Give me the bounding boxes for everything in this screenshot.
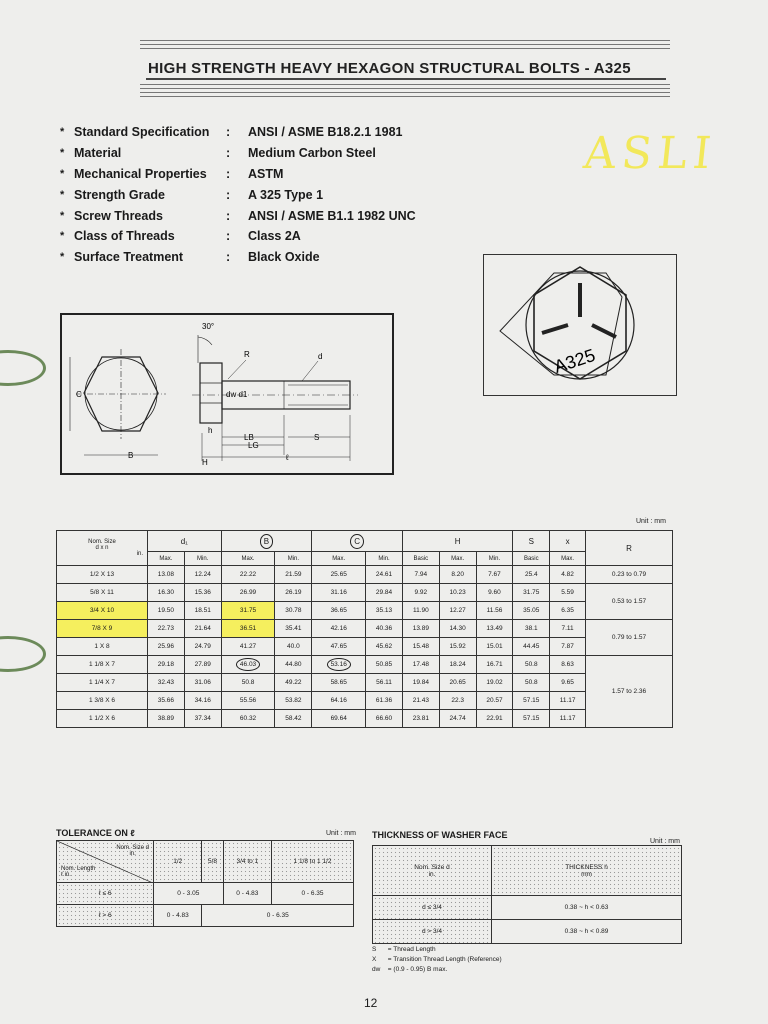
value-cell: 21.59 xyxy=(275,566,312,584)
dim-H: H xyxy=(202,458,208,467)
value-cell: 15.01 xyxy=(476,638,513,656)
tolerance-value: 0 - 6.35 xyxy=(272,883,354,905)
value-cell: 21.43 xyxy=(402,692,439,710)
tolerance-row-label: ℓ ≤ 6 xyxy=(57,883,154,905)
value-cell: 58.42 xyxy=(275,710,312,728)
spec-label: Class of Threads xyxy=(74,229,175,244)
value-cell: 34.16 xyxy=(184,692,221,710)
value-cell: 13.89 xyxy=(402,620,439,638)
spec-row: * Class of Threads : Class 2A xyxy=(60,226,508,247)
washer-header-size: Nom. Size d in. xyxy=(373,846,492,896)
spec-label: Surface Treatment xyxy=(74,250,184,265)
value-cell: 44.45 xyxy=(513,638,550,656)
value-cell: 53.16 xyxy=(312,656,366,674)
value-cell: 11.17 xyxy=(550,710,586,728)
table-body xyxy=(57,566,673,728)
spec-value: ASTM xyxy=(248,166,284,181)
spec-label: Material xyxy=(74,146,122,161)
value-cell: 12.27 xyxy=(439,602,476,620)
washer-value: 0.38 ~ h < 0.63 xyxy=(492,896,682,920)
value-cell: 35.41 xyxy=(275,620,312,638)
value-cell: 4.82 xyxy=(550,566,586,584)
legend-item: X = Transition Thread Length (Reference) xyxy=(372,956,502,963)
value-cell: 37.34 xyxy=(184,710,221,728)
table-row xyxy=(57,656,673,674)
value-cell: 50.8 xyxy=(513,674,550,692)
washer-size: d ≤ 3/4 xyxy=(373,896,492,920)
value-cell: 7.11 xyxy=(550,620,586,638)
col-header-B: B xyxy=(221,531,312,552)
value-cell: 45.62 xyxy=(366,638,403,656)
value-cell: 44.80 xyxy=(275,656,312,674)
value-cell: 12.24 xyxy=(184,566,221,584)
value-cell: 24.74 xyxy=(439,710,476,728)
value-cell: 20.65 xyxy=(439,674,476,692)
value-cell: 10.23 xyxy=(439,584,476,602)
value-cell: 6.35 xyxy=(550,602,586,620)
washer-header-row xyxy=(373,846,682,896)
spec-label: Standard Specification xyxy=(74,125,210,140)
subheader: Min. xyxy=(275,552,312,566)
value-cell: 31.75 xyxy=(513,584,550,602)
tolerance-corner-cell: Nom. Size d in. Nom. Length ℓ in. xyxy=(57,841,154,883)
dim-l: ℓ xyxy=(286,453,289,462)
value-cell: 22.73 xyxy=(148,620,185,638)
table-subheader-row xyxy=(57,552,673,566)
tolerance-value: 0 - 3.05 xyxy=(154,883,224,905)
spec-row: * Mechanical Properties : ASTM xyxy=(60,164,508,185)
dim-R: R xyxy=(244,350,250,359)
value-cell: 11.90 xyxy=(402,602,439,620)
spec-row: * Material : Medium Carbon Steel xyxy=(60,143,508,164)
value-cell: 47.65 xyxy=(312,638,366,656)
tolerance-value: 0 - 6.35 xyxy=(202,905,354,927)
spec-row: * Screw Threads : ANSI / ASME B1.1 1982 UNC xyxy=(60,205,508,226)
spec-value: Class 2A xyxy=(248,229,301,244)
value-cell: 22.22 xyxy=(221,566,275,584)
tolerance-col-header: 1 1/8 to 1 1/2 xyxy=(272,841,354,883)
page-title: HIGH STRENGTH HEAVY HEXAGON STRUCTURAL BOLTS - A325 xyxy=(148,60,631,77)
washer-header-thickness: THICKNESS h mm xyxy=(492,846,682,896)
tolerance-row xyxy=(57,905,354,927)
washer-value: 0.38 ~ h < 0.89 xyxy=(492,920,682,944)
value-cell: 9.65 xyxy=(550,674,586,692)
dim-B: B xyxy=(128,451,134,460)
value-cell: 31.75 xyxy=(221,602,275,620)
table-row xyxy=(57,692,673,710)
value-cell: 29.18 xyxy=(148,656,185,674)
washer-table xyxy=(372,845,682,944)
value-cell: 9.60 xyxy=(476,584,513,602)
nom-size-cell: 1 1/8 X 7 xyxy=(57,656,148,674)
washer-unit: Unit : mm xyxy=(650,838,680,845)
col-header-d1: d₁ xyxy=(148,531,222,552)
value-cell: 13.08 xyxy=(148,566,185,584)
washer-row xyxy=(373,920,682,944)
col-header-x: x xyxy=(550,531,586,552)
value-cell: 61.36 xyxy=(366,692,403,710)
value-cell: 32.43 xyxy=(148,674,185,692)
legend-item: S = Thread Length xyxy=(372,946,436,953)
nom-size-cell: 1 1/2 X 6 xyxy=(57,710,148,728)
legend-item: dw = (0.9 - 0.95) B max. xyxy=(372,966,448,973)
value-cell: 46.03 xyxy=(221,656,275,674)
subheader: Basic xyxy=(513,552,550,566)
r-range-cell: 0.79 to 1.57 xyxy=(586,620,673,656)
dim-C: C xyxy=(76,390,82,399)
value-cell: 49.22 xyxy=(275,674,312,692)
subheader: Min. xyxy=(366,552,403,566)
value-cell: 50.85 xyxy=(366,656,403,674)
spec-row: * Strength Grade : A 325 Type 1 xyxy=(60,184,508,205)
value-cell: 36.65 xyxy=(312,602,366,620)
dim-h: h xyxy=(208,426,213,435)
spec-row: * Surface Treatment : Black Oxide xyxy=(60,247,508,268)
spec-value: A 325 Type 1 xyxy=(248,187,324,202)
value-cell: 29.84 xyxy=(366,584,403,602)
dim-angle: 30° xyxy=(202,322,215,331)
value-cell: 15.92 xyxy=(439,638,476,656)
value-cell: 58.65 xyxy=(312,674,366,692)
value-cell: 55.56 xyxy=(221,692,275,710)
nom-size-cell: 1 X 8 xyxy=(57,638,148,656)
dim-LB: LB xyxy=(244,433,254,442)
washer-row xyxy=(373,896,682,920)
value-cell: 11.17 xyxy=(550,692,586,710)
subheader: Min. xyxy=(476,552,513,566)
table-row xyxy=(57,620,673,638)
value-cell: 19.84 xyxy=(402,674,439,692)
spec-value: ANSI / ASME B18.2.1 1981 xyxy=(248,125,403,140)
tolerance-value: 0 - 4.83 xyxy=(154,905,202,927)
value-cell: 35.13 xyxy=(366,602,403,620)
binder-ring-bottom xyxy=(0,636,46,672)
hex-head-drawing xyxy=(484,255,676,395)
tolerance-table xyxy=(56,840,354,927)
value-cell: 26.99 xyxy=(221,584,275,602)
dim-LG: LG xyxy=(248,441,259,450)
value-cell: 17.48 xyxy=(402,656,439,674)
dim-dw-d1: dw d1 xyxy=(226,390,248,399)
washer-title: THICKNESS OF WASHER FACE xyxy=(372,830,508,840)
tolerance-title: TOLERANCE ON ℓ xyxy=(56,828,135,838)
head-marking-text: A325 xyxy=(551,344,598,377)
col-header-R: R xyxy=(586,531,673,566)
value-cell: 13.49 xyxy=(476,620,513,638)
value-cell: 18.51 xyxy=(184,602,221,620)
col-header-nom-size: Nom. Size d x n in. xyxy=(57,531,148,566)
table-row xyxy=(57,674,673,692)
value-cell: 57.15 xyxy=(513,710,550,728)
value-cell: 42.16 xyxy=(312,620,366,638)
value-cell: 57.15 xyxy=(513,692,550,710)
value-cell: 60.32 xyxy=(221,710,275,728)
tolerance-value: 0 - 4.83 xyxy=(223,883,271,905)
value-cell: 35.66 xyxy=(148,692,185,710)
value-cell: 31.16 xyxy=(312,584,366,602)
table-row xyxy=(57,602,673,620)
value-cell: 27.89 xyxy=(184,656,221,674)
tolerance-header-row xyxy=(57,841,354,883)
value-cell: 36.51 xyxy=(221,620,275,638)
value-cell: 15.36 xyxy=(184,584,221,602)
value-cell: 25.4 xyxy=(513,566,550,584)
dim-S: S xyxy=(314,433,320,442)
r-range-cell: 0.53 to 1.57 xyxy=(586,584,673,620)
value-cell: 8.20 xyxy=(439,566,476,584)
value-cell: 69.64 xyxy=(312,710,366,728)
value-cell: 22.3 xyxy=(439,692,476,710)
value-cell: 50.8 xyxy=(513,656,550,674)
value-cell: 38.89 xyxy=(148,710,185,728)
value-cell: 14.30 xyxy=(439,620,476,638)
table-row xyxy=(57,710,673,728)
dimensions-table xyxy=(56,530,673,728)
head-marking-diagram xyxy=(483,254,677,396)
value-cell: 24.61 xyxy=(366,566,403,584)
spec-list xyxy=(60,122,508,268)
subheader: Basic xyxy=(402,552,439,566)
value-cell: 7.67 xyxy=(476,566,513,584)
spec-value: ANSI / ASME B1.1 1982 UNC xyxy=(248,208,416,223)
value-cell: 64.16 xyxy=(312,692,366,710)
value-cell: 25.65 xyxy=(312,566,366,584)
tolerance-col-header: 5/8 xyxy=(202,841,223,883)
subheader: Max. xyxy=(550,552,586,566)
bolt-dimension-diagram xyxy=(60,313,394,475)
nom-size-cell: 1 1/4 X 7 xyxy=(57,674,148,692)
value-cell: 22.91 xyxy=(476,710,513,728)
binder-ring-top xyxy=(0,350,46,386)
value-cell: 24.79 xyxy=(184,638,221,656)
value-cell: 9.92 xyxy=(402,584,439,602)
value-cell: 18.24 xyxy=(439,656,476,674)
nom-size-cell: 5/8 X 11 xyxy=(57,584,148,602)
subheader: Max. xyxy=(439,552,476,566)
value-cell: 7.94 xyxy=(402,566,439,584)
washer-size: d > 3/4 xyxy=(373,920,492,944)
value-cell: 16.71 xyxy=(476,656,513,674)
value-cell: 35.05 xyxy=(513,602,550,620)
value-cell: 7.87 xyxy=(550,638,586,656)
value-cell: 50.8 xyxy=(221,674,275,692)
tolerance-row xyxy=(57,883,354,905)
value-cell: 19.50 xyxy=(148,602,185,620)
main-table-unit: Unit : mm xyxy=(636,518,666,525)
tolerance-col-header: 1/2 xyxy=(154,841,202,883)
r-range-cell: 0.23 to 0.79 xyxy=(586,566,673,584)
bolt-drawing xyxy=(62,315,392,473)
value-cell: 30.78 xyxy=(275,602,312,620)
value-cell: 25.96 xyxy=(148,638,185,656)
spec-value: Black Oxide xyxy=(248,250,320,265)
subheader: Max. xyxy=(221,552,275,566)
legend xyxy=(372,946,502,976)
nom-size-cell: 3/4 X 10 xyxy=(57,602,148,620)
value-cell: 53.82 xyxy=(275,692,312,710)
value-cell: 19.02 xyxy=(476,674,513,692)
subheader: Min. xyxy=(184,552,221,566)
spec-label: Mechanical Properties xyxy=(74,166,207,181)
nom-size-cell: 1/2 X 13 xyxy=(57,566,148,584)
value-cell: 26.19 xyxy=(275,584,312,602)
spec-label: Strength Grade xyxy=(74,187,165,202)
tolerance-col-header: 3/4 to 1 xyxy=(223,841,271,883)
value-cell: 41.27 xyxy=(221,638,275,656)
value-cell: 5.59 xyxy=(550,584,586,602)
subheader: Max. xyxy=(148,552,185,566)
tolerance-unit: Unit : mm xyxy=(326,830,356,837)
spec-value: Medium Carbon Steel xyxy=(248,146,376,161)
value-cell: 38.1 xyxy=(513,620,550,638)
table-row xyxy=(57,638,673,656)
handwritten-note: ASLI xyxy=(581,128,720,179)
table-row xyxy=(57,584,673,602)
value-cell: 40.36 xyxy=(366,620,403,638)
col-header-S: S xyxy=(513,531,550,552)
value-cell: 66.60 xyxy=(366,710,403,728)
spec-label: Screw Threads xyxy=(74,208,163,223)
value-cell: 56.11 xyxy=(366,674,403,692)
table-row xyxy=(57,566,673,584)
nom-size-cell: 1 3/8 X 6 xyxy=(57,692,148,710)
value-cell: 15.48 xyxy=(402,638,439,656)
table-header-row xyxy=(57,531,673,552)
r-range-cell: 1.57 to 2.36 xyxy=(586,656,673,728)
value-cell: 21.64 xyxy=(184,620,221,638)
col-header-H: H xyxy=(402,531,512,552)
value-cell: 20.57 xyxy=(476,692,513,710)
tolerance-row-label: ℓ > 6 xyxy=(57,905,154,927)
value-cell: 16.30 xyxy=(148,584,185,602)
value-cell: 40.0 xyxy=(275,638,312,656)
value-cell: 11.56 xyxy=(476,602,513,620)
value-cell: 8.63 xyxy=(550,656,586,674)
value-cell: 23.81 xyxy=(402,710,439,728)
spec-row: * Standard Specification : ANSI / ASME B18.2.1 1981 xyxy=(60,122,508,143)
dim-d: d xyxy=(318,352,323,361)
value-cell: 31.06 xyxy=(184,674,221,692)
col-header-C: C xyxy=(312,531,403,552)
subheader: Max. xyxy=(312,552,366,566)
page-number: 12 xyxy=(364,996,378,1010)
nom-size-cell: 7/8 X 9 xyxy=(57,620,148,638)
title-underline xyxy=(146,78,666,80)
